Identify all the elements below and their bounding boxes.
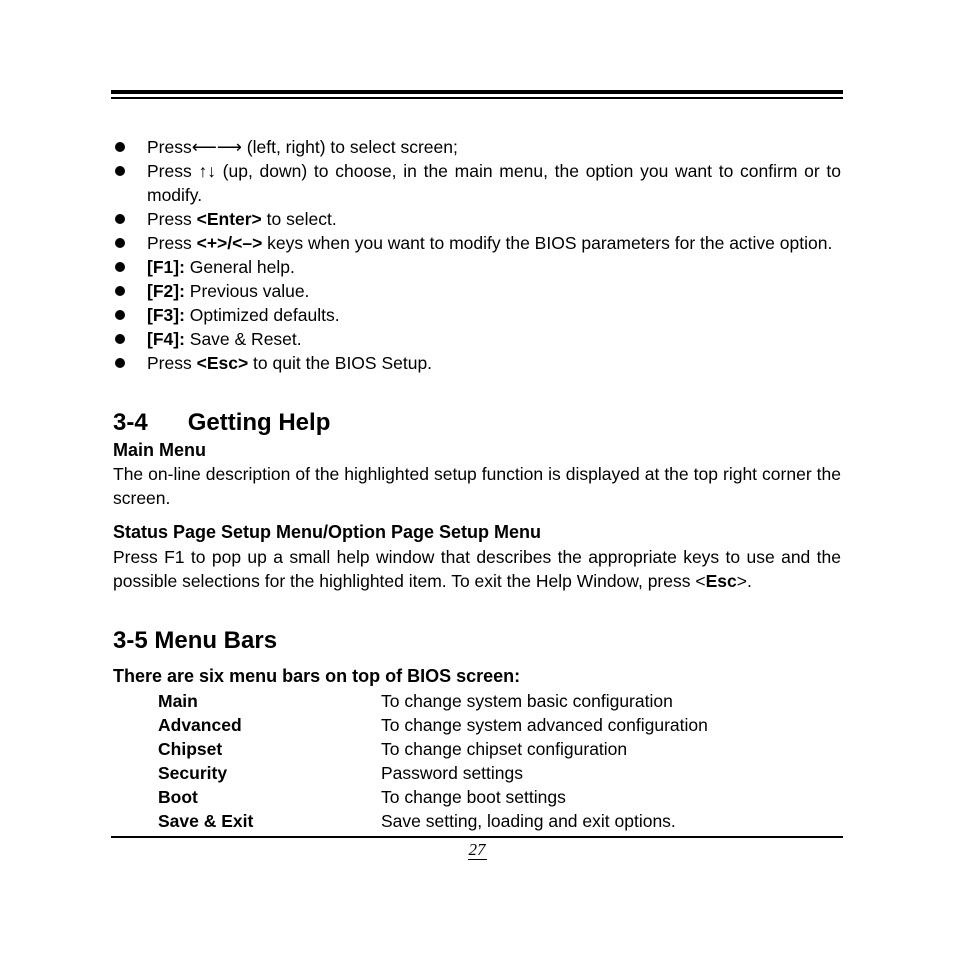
menu-bar-row xyxy=(158,737,758,761)
header-rule-thin xyxy=(111,97,843,99)
subheading-main-menu: Main Menu xyxy=(113,440,206,460)
bullet-text: General help. xyxy=(184,257,295,277)
key-label: [F2]: xyxy=(147,281,185,301)
menu-bar-description: To change boot settings xyxy=(381,787,566,807)
list-item xyxy=(113,255,841,279)
bullet-text: to select. xyxy=(261,209,337,229)
menu-bar-name: Boot xyxy=(158,787,198,807)
section-title-menu-bars: 3-5 Menu Bars xyxy=(113,627,278,654)
key-label: <Esc> xyxy=(196,353,249,373)
bullet-icon xyxy=(115,142,125,152)
bullet-text: Press xyxy=(147,161,199,181)
left-right-arrows-icon: ⟵⟶ xyxy=(191,137,242,157)
menu-bar-name: Advanced xyxy=(158,715,242,735)
menu-bar-description: Save setting, loading and exit options. xyxy=(381,811,676,831)
menu-bar-row xyxy=(158,809,758,833)
page-number-text: 27 xyxy=(468,840,486,859)
menu-bars-intro: There are six menu bars on top of BIOS screen: xyxy=(113,666,521,686)
list-item xyxy=(113,231,841,255)
bullet-icon xyxy=(115,286,125,296)
bullet-icon xyxy=(115,166,125,176)
bullet-icon xyxy=(115,310,125,320)
menu-bar-description: To change system advanced configuration xyxy=(381,715,708,735)
main-menu-description: The on-line description of the highlighted setup function is displayed at the top right corner the screen. xyxy=(113,464,841,508)
up-down-arrows-icon: ↑↓ xyxy=(198,161,216,181)
menu-bar-name: Save & Exit xyxy=(158,811,254,831)
key-label: [F1]: xyxy=(147,257,185,277)
bullet-text: Save & Reset. xyxy=(184,329,302,349)
key-label: <+>/<–> xyxy=(196,233,263,253)
key-instructions-list xyxy=(113,135,841,375)
paragraph-text: >. xyxy=(736,571,752,591)
bullet-text: to quit the BIOS Setup. xyxy=(248,353,433,373)
page-number xyxy=(0,840,954,860)
menu-bar-name: Security xyxy=(158,763,228,783)
bullet-text: Press xyxy=(147,209,197,229)
menu-bar-row xyxy=(158,713,758,737)
menu-bar-description: To change chipset configuration xyxy=(381,739,628,759)
key-label: <Enter> xyxy=(196,209,262,229)
list-item xyxy=(113,327,841,351)
key-label: Esc xyxy=(705,571,737,591)
bullet-text: (left, right) to select screen; xyxy=(241,137,458,157)
list-item xyxy=(113,279,841,303)
bullet-icon xyxy=(115,238,125,248)
bullet-text: keys when you want to modify the BIOS parameters for the active option. xyxy=(262,233,833,253)
bullet-text: Optimized defaults. xyxy=(184,305,340,325)
paragraph-text: Press F1 to pop up a small help window that describes the appropriate keys to use and the possible selections for the highlighted item. To exit the Help Window, press < xyxy=(113,547,841,591)
menu-bar-name: Main xyxy=(158,691,198,711)
bullet-icon xyxy=(115,214,125,224)
footer-rule xyxy=(111,836,843,838)
section-title-getting-help: 3-4 Getting Help xyxy=(113,409,331,436)
list-item xyxy=(113,135,841,159)
list-item xyxy=(113,303,841,327)
bullet-text: Press xyxy=(147,137,192,157)
bullet-text: Press xyxy=(147,353,197,373)
bullet-text: Press xyxy=(147,233,197,253)
key-label: [F4]: xyxy=(147,329,185,349)
menu-bar-row xyxy=(158,761,758,785)
bullet-icon xyxy=(115,262,125,272)
key-label: [F3]: xyxy=(147,305,185,325)
status-page-description xyxy=(113,545,841,593)
list-item xyxy=(113,159,841,207)
menu-bar-row xyxy=(158,689,758,713)
bullet-text: Previous value. xyxy=(184,281,310,301)
list-item xyxy=(113,351,841,375)
bullet-icon xyxy=(115,358,125,368)
bullet-icon xyxy=(115,334,125,344)
header-rule-thick xyxy=(111,90,843,94)
menu-bar-name: Chipset xyxy=(158,739,223,759)
menu-bar-description: To change system basic configuration xyxy=(381,691,673,711)
menu-bar-description: Password settings xyxy=(381,763,524,783)
bullet-text: (up, down) to choose, in the main menu, the option you want to confirm or to modify. xyxy=(147,161,841,205)
menu-bar-row xyxy=(158,785,758,809)
list-item xyxy=(113,207,841,231)
subheading-status-page: Status Page Setup Menu/Option Page Setup Menu xyxy=(113,522,542,542)
